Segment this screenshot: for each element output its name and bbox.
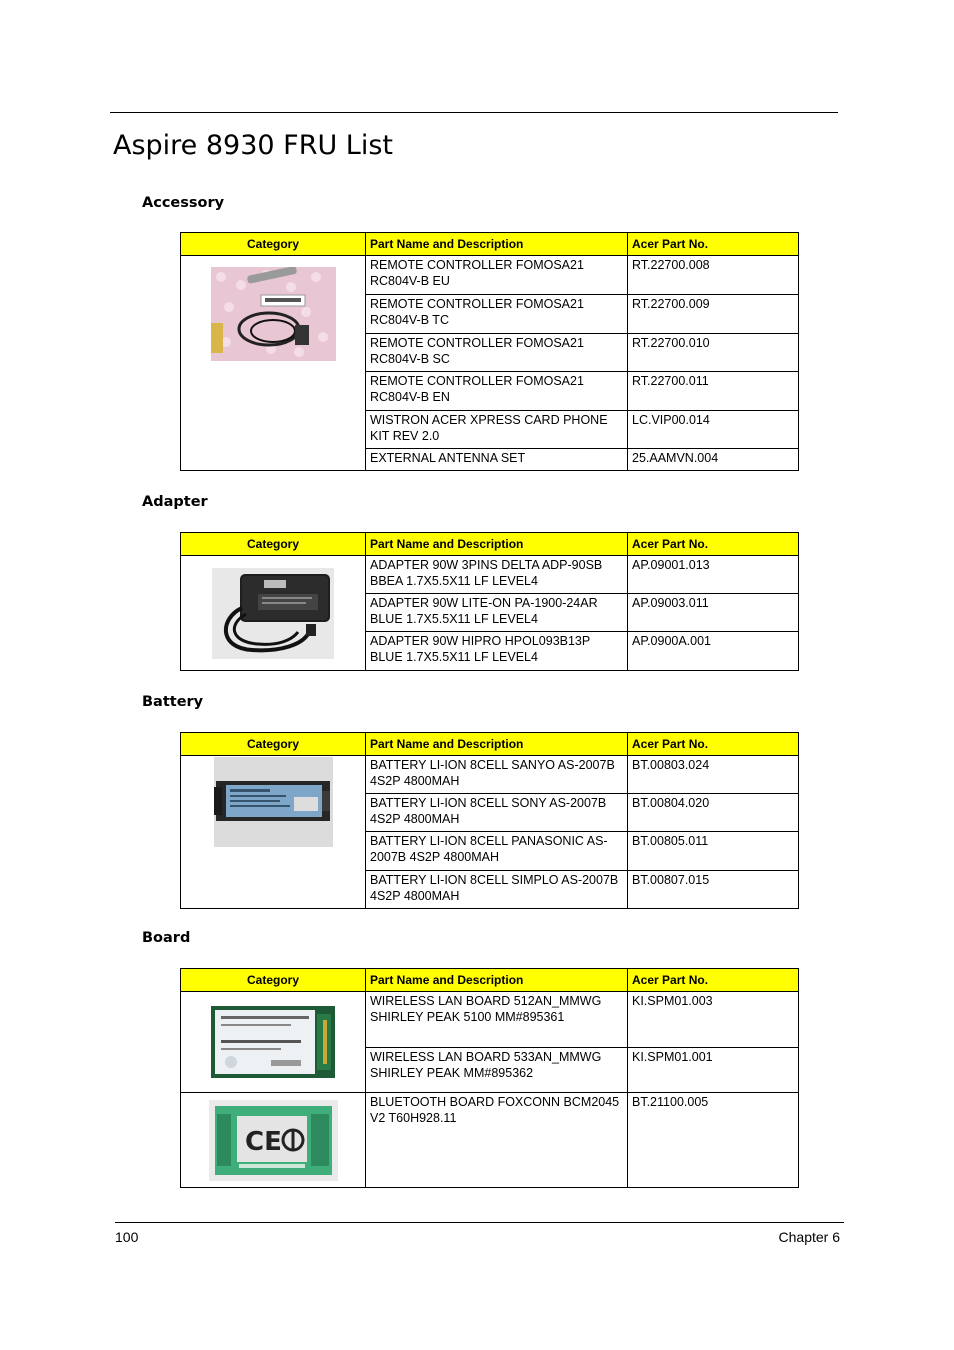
part-number: BT.00807.015 [628,871,799,909]
wireless-lan-board-photo [211,1006,335,1078]
table-header-row [181,533,799,556]
part-number: AP.09003.011 [628,594,799,632]
column-header-description: Part Name and Description [366,533,628,556]
column-header-part-no: Acer Part No. [628,533,799,556]
chapter-label: Chapter 6 [778,1229,840,1245]
part-description: REMOTE CONTROLLER FOMOSA21 RC804V-B EN [366,372,628,411]
part-number: RT.22700.009 [628,295,799,334]
svg-text:CE: CE [244,1126,282,1157]
part-description: WISTRON ACER XPRESS CARD PHONE KIT REV 2.0 [366,411,628,449]
part-number: RT.22700.010 [628,334,799,372]
column-header-category: Category [181,233,366,256]
remote-controller-photo [211,267,336,361]
section-heading-battery: Battery [142,694,204,710]
part-number: BT.00803.024 [628,756,799,794]
part-description: WIRELESS LAN BOARD 512AN_MMWG SHIRLEY PEAK 5100 MM#895361 [366,992,628,1048]
category-image-cell [181,556,366,671]
page-title: Aspire 8930 FRU List [113,130,394,161]
table-header-row [181,733,799,756]
column-header-description: Part Name and Description [366,733,628,756]
battery-table [180,732,799,909]
page-number: 100 [115,1229,139,1245]
column-header-part-no: Acer Part No. [628,733,799,756]
column-header-description: Part Name and Description [366,969,628,992]
ac-adapter-photo [212,568,334,659]
part-description: BLUETOOTH BOARD FOXCONN BCM2045 V2 T60H928.11 [366,1093,628,1188]
board-table [180,968,799,1188]
part-number: LC.VIP00.014 [628,411,799,449]
part-description: REMOTE CONTROLLER FOMOSA21 RC804V-B TC [366,295,628,334]
part-number: BT.21100.005 [628,1093,799,1188]
section-heading-accessory: Accessory [142,195,225,211]
part-description: ADAPTER 90W 3PINS DELTA ADP-90SB BBEA 1.7X5.5X11 LF LEVEL4 [366,556,628,594]
table-row [181,756,799,794]
part-description: WIRELESS LAN BOARD 533AN_MMWG SHIRLEY PEAK MM#895362 [366,1048,628,1093]
part-description: BATTERY LI-ION 8CELL SANYO AS-2007B 4S2P 4800MAH [366,756,628,794]
part-number: RT.22700.011 [628,372,799,411]
part-number: BT.00805.011 [628,832,799,871]
category-image-cell [181,1093,366,1188]
column-header-category: Category [181,969,366,992]
category-image-cell [181,256,366,471]
column-header-part-no: Acer Part No. [628,233,799,256]
accessory-table [180,232,799,471]
part-number: AP.0900A.001 [628,632,799,671]
part-number: KI.SPM01.003 [628,992,799,1048]
part-description: BATTERY LI-ION 8CELL SIMPLO AS-2007B 4S2P 4800MAH [366,871,628,909]
part-description: ADAPTER 90W LITE-ON PA-1900-24AR BLUE 1.7X5.5X11 LF LEVEL4 [366,594,628,632]
part-description: BATTERY LI-ION 8CELL SONY AS-2007B 4S2P 4800MAH [366,794,628,832]
part-number: RT.22700.008 [628,256,799,295]
column-header-part-no: Acer Part No. [628,969,799,992]
top-rule [110,112,838,113]
part-number: 25.AAMVN.004 [628,449,799,471]
part-description: BATTERY LI-ION 8CELL PANASONIC AS-2007B 4S2P 4800MAH [366,832,628,871]
part-number: KI.SPM01.001 [628,1048,799,1093]
table-row [181,992,799,1048]
part-number: AP.09001.013 [628,556,799,594]
category-image-cell [181,992,366,1093]
part-number: BT.00804.020 [628,794,799,832]
table-row [181,1093,799,1188]
table-row [181,556,799,594]
part-description: REMOTE CONTROLLER FOMOSA21 RC804V-B SC [366,334,628,372]
part-description: EXTERNAL ANTENNA SET [366,449,628,471]
battery-photo [214,757,333,847]
bluetooth-board-photo [209,1100,338,1181]
table-header-row [181,969,799,992]
section-heading-board: Board [142,930,191,946]
part-description: ADAPTER 90W HIPRO HPOL093B13P BLUE 1.7X5.5X11 LF LEVEL4 [366,632,628,671]
table-header-row [181,233,799,256]
part-description: REMOTE CONTROLLER FOMOSA21 RC804V-B EU [366,256,628,295]
adapter-table [180,532,799,671]
column-header-description: Part Name and Description [366,233,628,256]
column-header-category: Category [181,533,366,556]
bottom-rule [115,1222,844,1223]
category-image-cell [181,756,366,909]
section-heading-adapter: Adapter [142,494,208,510]
table-row [181,256,799,295]
column-header-category: Category [181,733,366,756]
